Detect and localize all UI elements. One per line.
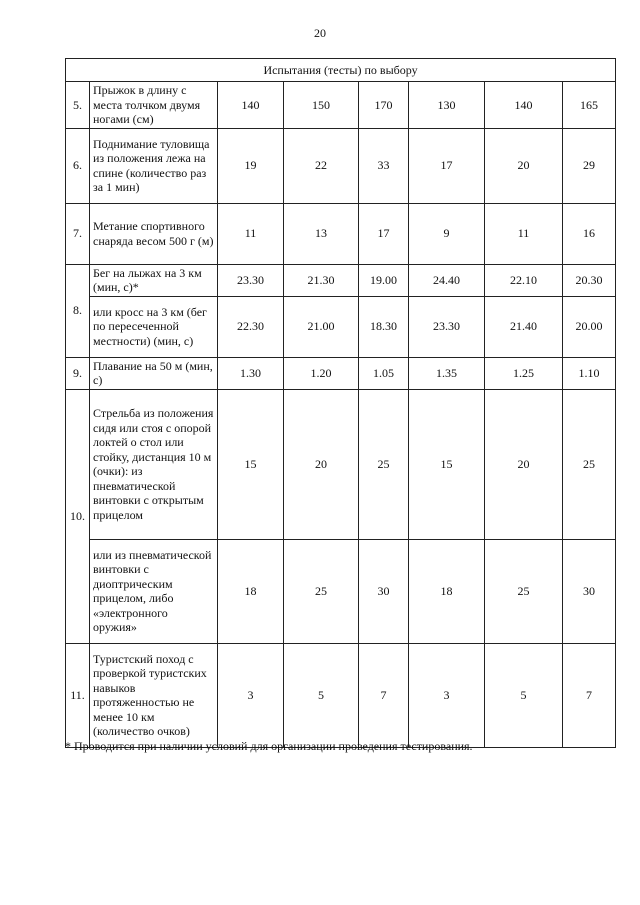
value-cell: 20	[284, 389, 359, 539]
value-cell: 11	[485, 203, 563, 264]
value-cell: 1.05	[359, 357, 409, 389]
value-cell: 18	[409, 539, 485, 643]
value-cell: 170	[359, 82, 409, 129]
value-cell: 1.30	[218, 357, 284, 389]
value-cell: 17	[409, 128, 485, 203]
row-number: 5.	[66, 82, 90, 129]
value-cell: 7	[359, 643, 409, 747]
table-row	[66, 643, 616, 747]
row-number: 9.	[66, 357, 90, 389]
value-cell: 16	[563, 203, 616, 264]
value-cell: 25	[563, 389, 616, 539]
row-number: 8.	[66, 264, 90, 357]
value-cell: 11	[218, 203, 284, 264]
value-cell: 9	[409, 203, 485, 264]
value-cell: 30	[359, 539, 409, 643]
value-cell: 3	[409, 643, 485, 747]
row-number: 11.	[66, 643, 90, 747]
value-cell: 18	[218, 539, 284, 643]
value-cell: 1.35	[409, 357, 485, 389]
value-cell: 150	[284, 82, 359, 129]
test-name: Стрельба из положения сидя или стоя с опорой локтей о стол или стойку, дистанция 10 м (очки): из пневматической винтовки с открытым прицелом	[90, 389, 218, 539]
row-number: 10.	[66, 389, 90, 643]
value-cell: 1.20	[284, 357, 359, 389]
table-row	[66, 539, 616, 643]
value-cell: 22.10	[485, 264, 563, 296]
value-cell: 1.10	[563, 357, 616, 389]
table-row	[66, 296, 616, 357]
value-cell: 18.30	[359, 296, 409, 357]
value-cell: 17	[359, 203, 409, 264]
value-cell: 25	[284, 539, 359, 643]
value-cell: 3	[218, 643, 284, 747]
value-cell: 140	[218, 82, 284, 129]
table-row	[66, 128, 616, 203]
value-cell: 21.30	[284, 264, 359, 296]
value-cell: 25	[485, 539, 563, 643]
value-cell: 19.00	[359, 264, 409, 296]
header-row	[66, 59, 616, 82]
value-cell: 140	[485, 82, 563, 129]
value-cell: 130	[409, 82, 485, 129]
norms-table	[65, 58, 616, 748]
value-cell: 29	[563, 128, 616, 203]
value-cell: 15	[218, 389, 284, 539]
value-cell: 5	[284, 643, 359, 747]
test-name: Прыжок в длину с места толчком двумя ногами (см)	[90, 82, 218, 129]
value-cell: 1.25	[485, 357, 563, 389]
test-name: Туристский поход с проверкой туристских навыков протяженностью не менее 10 км (количество очков)	[90, 643, 218, 747]
value-cell: 24.40	[409, 264, 485, 296]
value-cell: 23.30	[409, 296, 485, 357]
test-name: Поднимание туловища из положения лежа на спине (количество раз за 1 мин)	[90, 128, 218, 203]
table-row	[66, 357, 616, 389]
value-cell: 5	[485, 643, 563, 747]
footnote: * Проводится при наличии условий для организации проведения тестирования.	[65, 739, 473, 753]
value-cell: 23.30	[218, 264, 284, 296]
value-cell: 15	[409, 389, 485, 539]
table-row	[66, 203, 616, 264]
value-cell: 22	[284, 128, 359, 203]
test-name: Плавание на 50 м (мин, с)	[90, 357, 218, 389]
value-cell: 7	[563, 643, 616, 747]
value-cell: 13	[284, 203, 359, 264]
test-name: Метание спортивного снаряда весом 500 г (м)	[90, 203, 218, 264]
table-header: Испытания (тесты) по выбору	[66, 59, 616, 82]
table-row	[66, 389, 616, 539]
value-cell: 20	[485, 389, 563, 539]
value-cell: 22.30	[218, 296, 284, 357]
value-cell: 20.00	[563, 296, 616, 357]
value-cell: 19	[218, 128, 284, 203]
test-name: Бег на лыжах на 3 км (мин, с)*	[90, 264, 218, 296]
table-row	[66, 264, 616, 296]
table-row	[66, 82, 616, 129]
value-cell: 21.00	[284, 296, 359, 357]
value-cell: 20.30	[563, 264, 616, 296]
value-cell: 30	[563, 539, 616, 643]
value-cell: 33	[359, 128, 409, 203]
test-name: или из пневматической винтовки с диоптрическим прицелом, либо «электронного оружия»	[90, 539, 218, 643]
row-number: 7.	[66, 203, 90, 264]
value-cell: 20	[485, 128, 563, 203]
value-cell: 25	[359, 389, 409, 539]
page-number: 20	[314, 26, 326, 40]
value-cell: 21.40	[485, 296, 563, 357]
value-cell: 165	[563, 82, 616, 129]
test-name: или кросс на 3 км (бег по пересеченной местности) (мин, с)	[90, 296, 218, 357]
row-number: 6.	[66, 128, 90, 203]
